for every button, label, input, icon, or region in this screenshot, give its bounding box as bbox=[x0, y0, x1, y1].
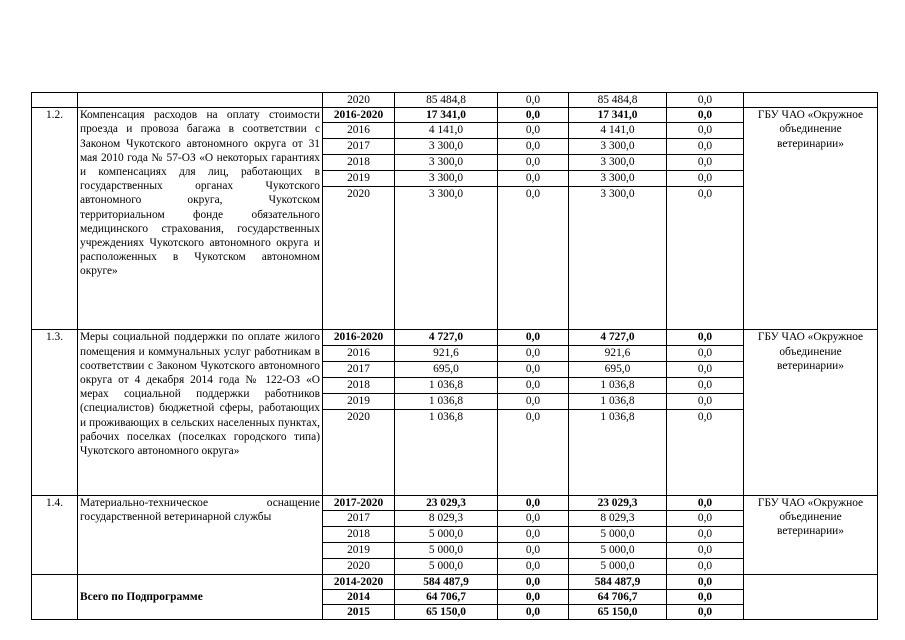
table-row bbox=[32, 330, 878, 345]
other-cell: 0,0 bbox=[667, 93, 744, 108]
okrug-cell: 65 150,0 bbox=[569, 605, 667, 620]
year-cell: 2019 bbox=[323, 542, 395, 558]
year-cell: 2017-2020 bbox=[323, 495, 395, 510]
item-name: Меры социальной поддержки по оплате жилого помещения и коммунальных услуг работникам в соответствии с Законом Чукотского автономного округа от 4 декабря 2014 года № 122-ОЗ «О мерах социальной поддержки работников (специалистов) бюджетной сферы, работающих и проживающих в сельских населенных пунктах, рабочих поселках (поселках городского типа) Чукотского автономного округа» bbox=[78, 330, 323, 495]
year-cell: 2020 bbox=[323, 187, 395, 330]
total-cell: 85 484,8 bbox=[395, 93, 498, 108]
other-cell: 0,0 bbox=[667, 139, 744, 155]
other-cell: 0,0 bbox=[667, 377, 744, 393]
item-name: Компенсация расходов на оплату стоимости проезда и провоза багажа в соответствии с Законом Чукотского автономного округа от 31 мая 2010 года № 57-ОЗ «О некоторых гарантиях и компенсациях для лиц, работающих в государственных органах Чукотского автономного округа, Чукотском территориальном фонде обязательного медицинского страхования, государственных учреждениях Чукотского автономного округа и расположенных в Чукотском автономном округе» bbox=[78, 108, 323, 330]
total-cell: 64 706,7 bbox=[395, 590, 498, 605]
total-cell: 1 036,8 bbox=[395, 377, 498, 393]
okrug-cell: 3 300,0 bbox=[569, 155, 667, 171]
fed-cell: 0,0 bbox=[498, 526, 569, 542]
total-cell: 921,6 bbox=[395, 345, 498, 361]
other-cell: 0,0 bbox=[667, 542, 744, 558]
year-cell: 2018 bbox=[323, 526, 395, 542]
year-cell: 2014-2020 bbox=[323, 574, 395, 589]
total-cell: 17 341,0 bbox=[395, 108, 498, 123]
okrug-cell: 85 484,8 bbox=[569, 93, 667, 108]
year-cell: 2019 bbox=[323, 171, 395, 187]
total-cell: 4 727,0 bbox=[395, 330, 498, 345]
total-cell: 3 300,0 bbox=[395, 155, 498, 171]
fed-cell: 0,0 bbox=[498, 574, 569, 589]
fed-cell: 0,0 bbox=[498, 542, 569, 558]
other-cell: 0,0 bbox=[667, 590, 744, 605]
okrug-cell: 695,0 bbox=[569, 361, 667, 377]
year-cell: 2016-2020 bbox=[323, 108, 395, 123]
other-cell: 0,0 bbox=[667, 361, 744, 377]
fed-cell: 0,0 bbox=[498, 171, 569, 187]
other-cell: 0,0 bbox=[667, 510, 744, 526]
okrug-cell: 64 706,7 bbox=[569, 590, 667, 605]
fed-cell: 0,0 bbox=[498, 495, 569, 510]
fed-cell: 0,0 bbox=[498, 393, 569, 409]
other-cell: 0,0 bbox=[667, 108, 744, 123]
okrug-cell: 4 727,0 bbox=[569, 330, 667, 345]
year-cell: 2014 bbox=[323, 590, 395, 605]
fed-cell: 0,0 bbox=[498, 409, 569, 495]
item-code: 1.2. bbox=[32, 108, 78, 330]
okrug-cell: 921,6 bbox=[569, 345, 667, 361]
table-row bbox=[32, 93, 878, 108]
executor-cell: ГБУ ЧАО «Окружное объединение ветеринарии» bbox=[744, 330, 878, 495]
year-cell: 2017 bbox=[323, 361, 395, 377]
total-cell: 5 000,0 bbox=[395, 526, 498, 542]
federal-cell: 0,0 bbox=[498, 93, 569, 108]
other-cell: 0,0 bbox=[667, 574, 744, 589]
fed-cell: 0,0 bbox=[498, 139, 569, 155]
year-cell: 2018 bbox=[323, 377, 395, 393]
okrug-cell: 23 029,3 bbox=[569, 495, 667, 510]
okrug-cell: 3 300,0 bbox=[569, 139, 667, 155]
okrug-cell: 1 036,8 bbox=[569, 377, 667, 393]
fed-cell: 0,0 bbox=[498, 590, 569, 605]
other-cell: 0,0 bbox=[667, 526, 744, 542]
summary-label: Всего по Подпрограмме bbox=[78, 574, 323, 620]
table-row bbox=[32, 495, 878, 510]
okrug-cell: 8 029,3 bbox=[569, 510, 667, 526]
total-cell: 5 000,0 bbox=[395, 558, 498, 574]
item-code: 1.4. bbox=[32, 495, 78, 574]
total-cell: 695,0 bbox=[395, 361, 498, 377]
item-name: Материально-техническое оснащение государственной ветеринарной службы bbox=[78, 495, 323, 574]
okrug-cell: 5 000,0 bbox=[569, 526, 667, 542]
total-cell: 5 000,0 bbox=[395, 542, 498, 558]
okrug-cell: 4 141,0 bbox=[569, 123, 667, 139]
budget-table bbox=[31, 92, 878, 620]
executor-cell: ГБУ ЧАО «Окружное объединение ветеринарии» bbox=[744, 495, 878, 574]
fed-cell: 0,0 bbox=[498, 123, 569, 139]
total-cell: 3 300,0 bbox=[395, 187, 498, 330]
other-cell: 0,0 bbox=[667, 171, 744, 187]
total-cell: 4 141,0 bbox=[395, 123, 498, 139]
total-cell: 23 029,3 bbox=[395, 495, 498, 510]
fed-cell: 0,0 bbox=[498, 510, 569, 526]
total-cell: 65 150,0 bbox=[395, 605, 498, 620]
fed-cell: 0,0 bbox=[498, 187, 569, 330]
other-cell: 0,0 bbox=[667, 558, 744, 574]
fed-cell: 0,0 bbox=[498, 108, 569, 123]
fed-cell: 0,0 bbox=[498, 155, 569, 171]
year-cell: 2020 bbox=[323, 558, 395, 574]
total-cell: 3 300,0 bbox=[395, 139, 498, 155]
year-cell: 2016 bbox=[323, 345, 395, 361]
other-cell: 0,0 bbox=[667, 123, 744, 139]
okrug-cell: 1 036,8 bbox=[569, 393, 667, 409]
total-cell: 8 029,3 bbox=[395, 510, 498, 526]
total-cell: 1 036,8 bbox=[395, 409, 498, 495]
summary-row bbox=[32, 574, 878, 589]
fed-cell: 0,0 bbox=[498, 345, 569, 361]
other-cell: 0,0 bbox=[667, 495, 744, 510]
year-cell: 2016 bbox=[323, 123, 395, 139]
year-cell: 2015 bbox=[323, 605, 395, 620]
okrug-cell: 5 000,0 bbox=[569, 558, 667, 574]
year-cell: 2016-2020 bbox=[323, 330, 395, 345]
total-cell: 584 487,9 bbox=[395, 574, 498, 589]
okrug-cell: 3 300,0 bbox=[569, 187, 667, 330]
total-cell: 3 300,0 bbox=[395, 171, 498, 187]
okrug-cell: 17 341,0 bbox=[569, 108, 667, 123]
year-cell: 2018 bbox=[323, 155, 395, 171]
fed-cell: 0,0 bbox=[498, 605, 569, 620]
other-cell: 0,0 bbox=[667, 409, 744, 495]
other-cell: 0,0 bbox=[667, 393, 744, 409]
fed-cell: 0,0 bbox=[498, 361, 569, 377]
summary-code bbox=[32, 574, 78, 620]
total-cell: 1 036,8 bbox=[395, 393, 498, 409]
other-cell: 0,0 bbox=[667, 155, 744, 171]
year-cell: 2017 bbox=[323, 139, 395, 155]
fed-cell: 0,0 bbox=[498, 330, 569, 345]
fed-cell: 0,0 bbox=[498, 377, 569, 393]
other-cell: 0,0 bbox=[667, 605, 744, 620]
okrug-cell: 5 000,0 bbox=[569, 542, 667, 558]
item-code: 1.3. bbox=[32, 330, 78, 495]
other-cell: 0,0 bbox=[667, 330, 744, 345]
okrug-cell: 3 300,0 bbox=[569, 171, 667, 187]
summary-executor bbox=[744, 574, 878, 620]
fed-cell: 0,0 bbox=[498, 558, 569, 574]
table-row bbox=[32, 108, 878, 123]
other-cell: 0,0 bbox=[667, 345, 744, 361]
other-cell: 0,0 bbox=[667, 187, 744, 330]
year-cell: 2019 bbox=[323, 393, 395, 409]
year-cell: 2017 bbox=[323, 510, 395, 526]
year-cell: 2020 bbox=[323, 93, 395, 108]
okrug-cell: 584 487,9 bbox=[569, 574, 667, 589]
executor-cell: ГБУ ЧАО «Окружное объединение ветеринарии» bbox=[744, 108, 878, 330]
okrug-cell: 1 036,8 bbox=[569, 409, 667, 495]
year-cell: 2020 bbox=[323, 409, 395, 495]
